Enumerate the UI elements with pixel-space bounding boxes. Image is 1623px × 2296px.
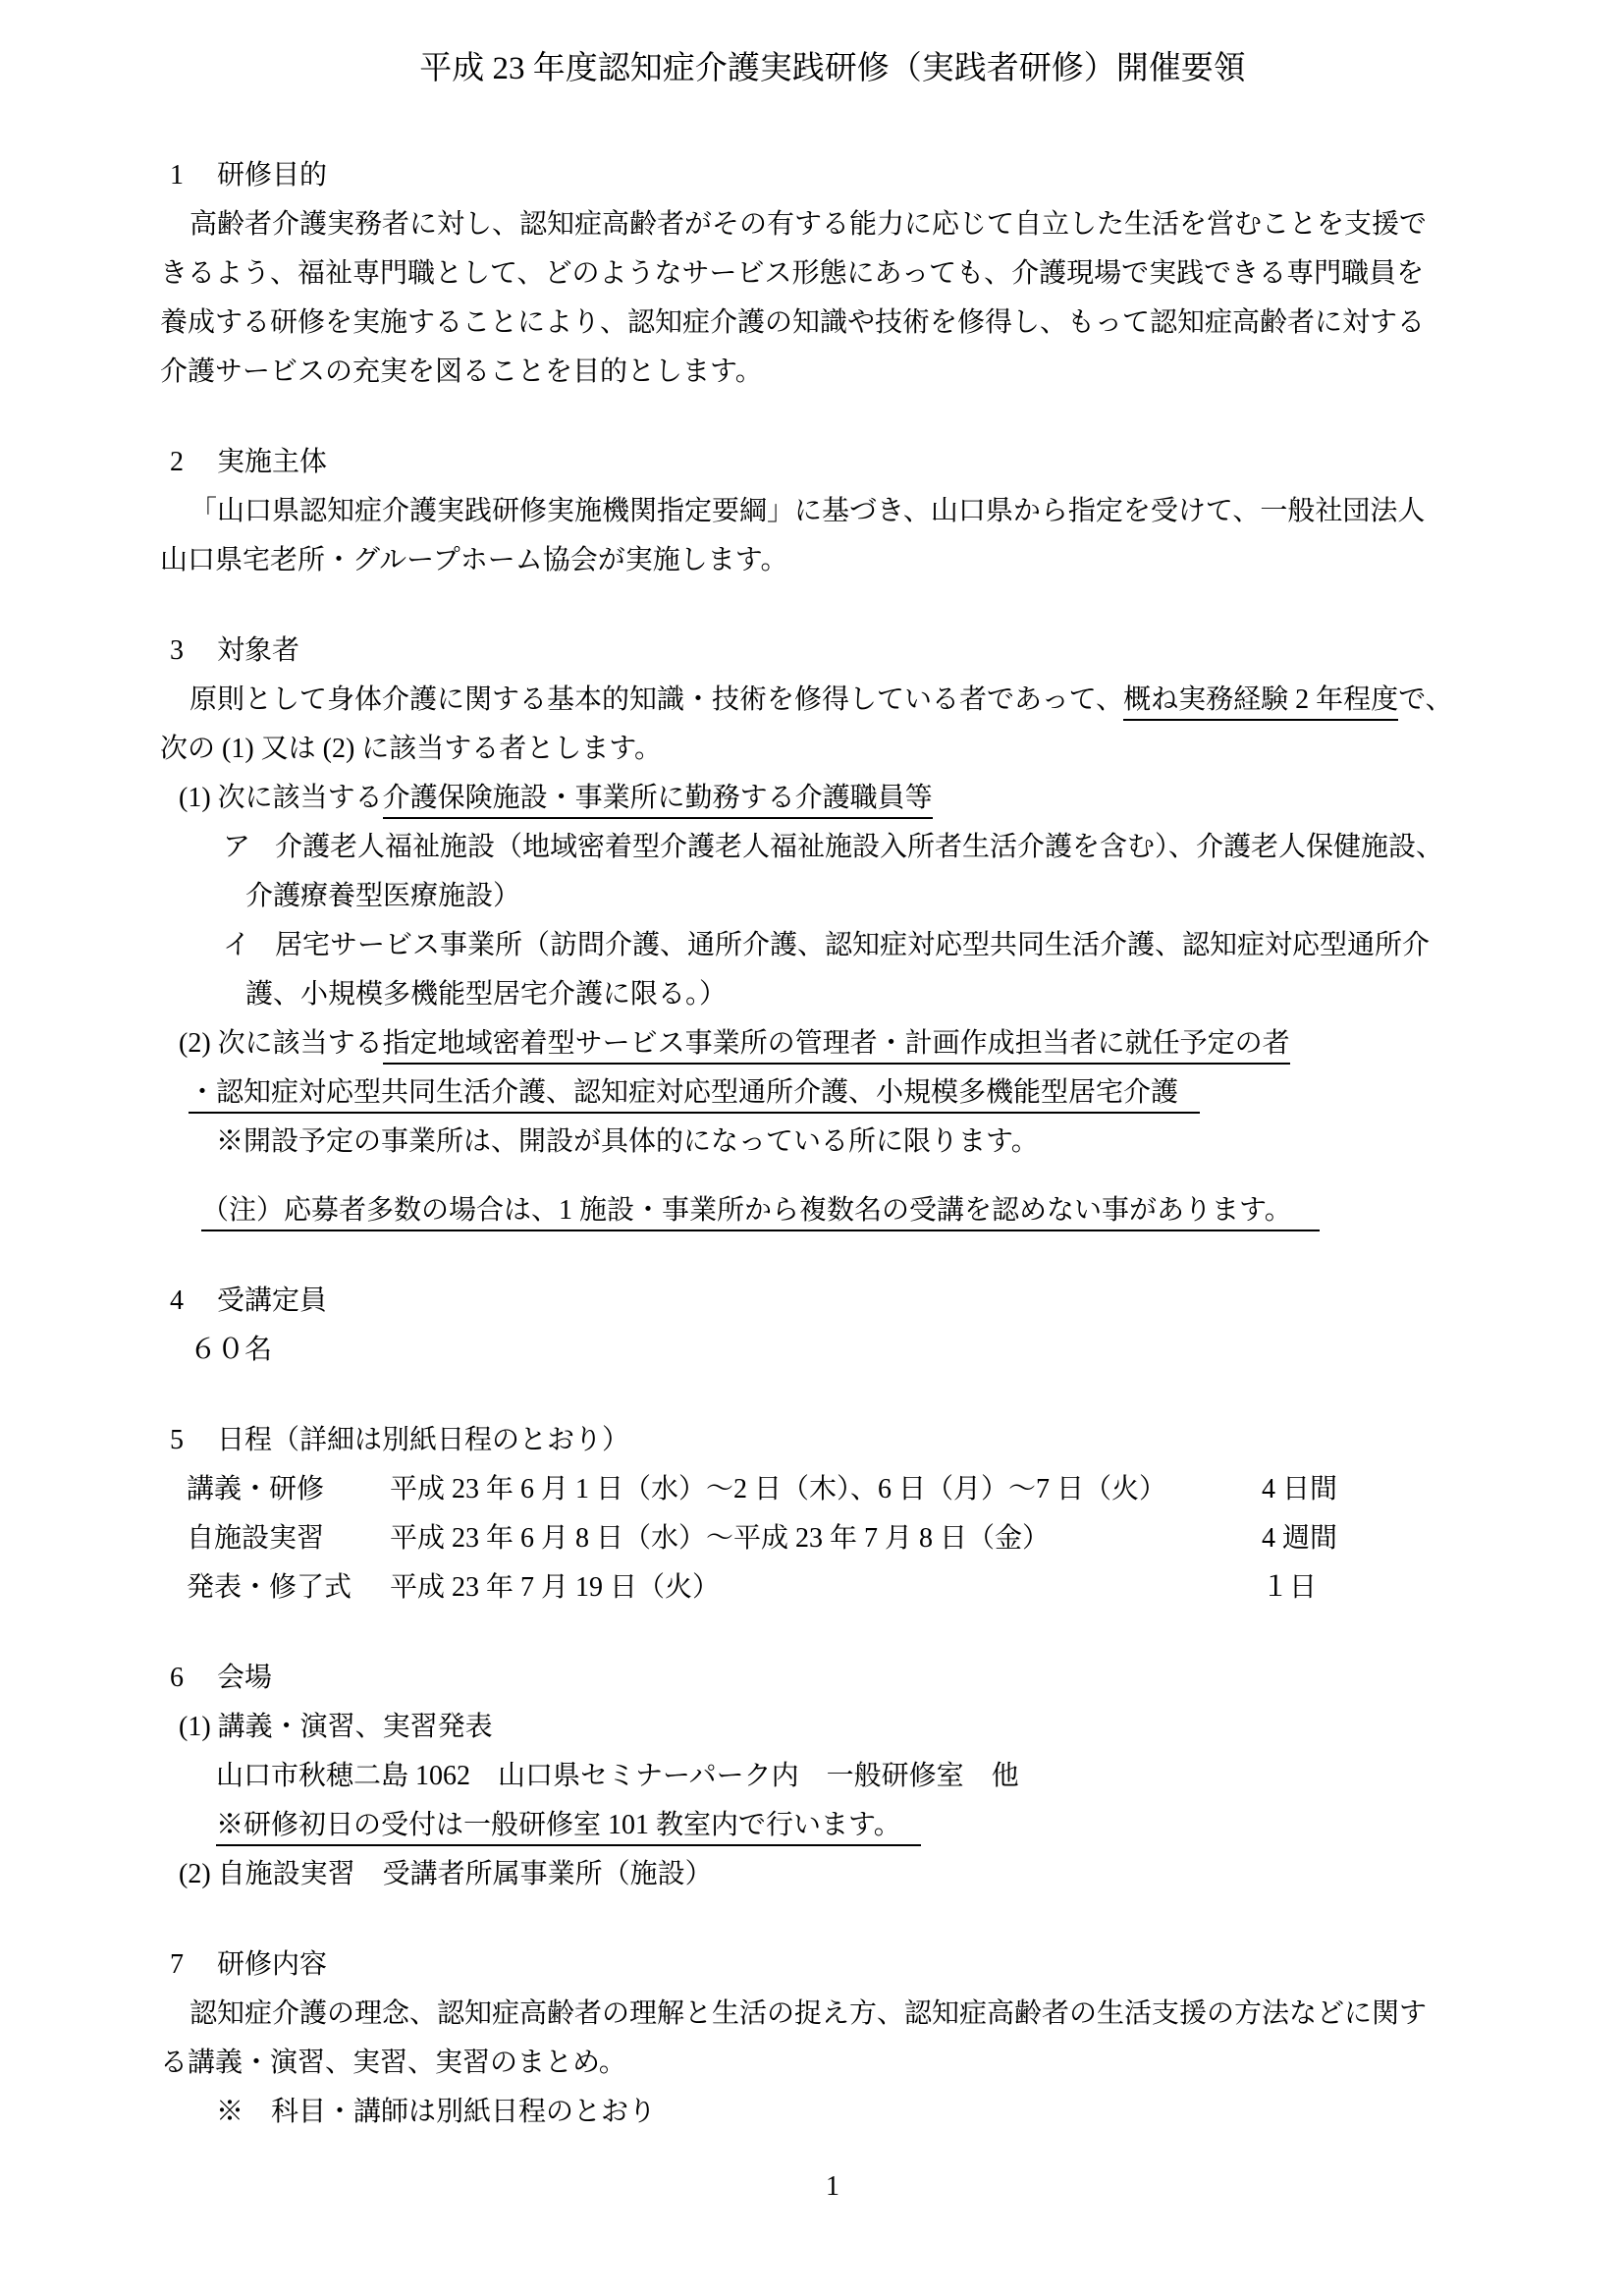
text-segment: で、	[1398, 684, 1453, 715]
text-segment: ※ 科目・講師は別紙日程のとおり	[216, 2097, 657, 2127]
text-segment: 山口市秋穂二島 1062 山口県セミナーパーク内 一般研修室 他	[216, 1761, 1019, 1791]
text-segment: 原則として身体介護に関する基本的知識・技術を修得している者であって、	[189, 684, 1124, 715]
text-segment: 介護老人福祉施設（地域密着型介護老人福祉施設入所者生活介護を含む）、介護老人保健施設、	[275, 832, 1444, 862]
schedule-date: 平成 23 年 6 月 1 日（水）～2 日（木）、6 日（月）～7 日（火）	[390, 1474, 1167, 1504]
document-line	[160, 676, 1505, 725]
text-segment: 認知症介護の理念、認知症高齢者の理解と生活の捉え方、認知症高齢者の生活支援の方法などに関す	[189, 1998, 1428, 2029]
section-title: 受講定員	[217, 1285, 328, 1316]
document-line	[160, 299, 1505, 348]
section-3	[160, 627, 1505, 1235]
document-line	[160, 249, 1505, 299]
underlined-text: 指定地域密着型サービス事業所の管理者・計画作成担当者に就任予定の者	[383, 1028, 1290, 1065]
document-line	[160, 1118, 1505, 1167]
document-line	[160, 1850, 1505, 1899]
section-title: 実施主体	[217, 447, 328, 477]
underlined-text: ・認知症対応型共同生活介護、認知症対応型通所介護、小規模多機能型居宅介護	[189, 1077, 1200, 1114]
schedule-duration: １日	[1262, 1572, 1318, 1603]
text-segment: ※開設予定の事業所は、開設が具体的になっている所に限ります。	[216, 1126, 1039, 1157]
section-6	[160, 1654, 1505, 1899]
document-line	[160, 2088, 1505, 2137]
section-2	[160, 438, 1505, 585]
section-title: 会場	[217, 1663, 273, 1693]
document-line	[160, 872, 1505, 921]
text-segment: 介護療養型医療施設）	[245, 881, 521, 911]
text-segment: 高齢者介護実務者に対し、認知症高齢者がその有する能力に応じて自立した生活を営むことを支援で	[189, 209, 1428, 240]
document-line	[160, 348, 1505, 397]
text-segment: きるよう、福祉専門職として、どのようなサービス形態にあっても、介護現場で実践できる専門職員を	[160, 258, 1425, 289]
section-title: 日程（詳細は別紙日程のとおり）	[217, 1425, 630, 1455]
document-line	[160, 2039, 1505, 2088]
section-7	[160, 1941, 1505, 2137]
underlined-text: （注）応募者多数の場合は、1 施設・事業所から複数名の受講を認めない事があります。	[201, 1195, 1320, 1231]
underlined-text: 介護保険施設・事業所に勤務する介護職員等	[383, 783, 933, 819]
document-line	[160, 823, 1505, 872]
schedule-label: 講義・研修	[187, 1474, 325, 1504]
text-segment: (2) 次に該当する	[179, 1028, 383, 1059]
section-heading-7	[160, 1941, 1505, 1990]
schedule-duration: 4 日間	[1262, 1474, 1338, 1504]
section-number: 1	[170, 160, 184, 191]
text-segment: (2) 自施設実習 受講者所属事業所（施設）	[179, 1859, 713, 1889]
text-segment: ６０名	[189, 1335, 273, 1365]
section-number: 5	[170, 1425, 184, 1455]
document-line	[160, 200, 1505, 249]
schedule-row	[160, 1514, 1505, 1563]
section-number: 6	[170, 1663, 184, 1693]
schedule-label: 発表・修了式	[187, 1572, 352, 1603]
section-5	[160, 1416, 1505, 1613]
text-segment: 介護サービスの充実を図ることを目的とします。	[160, 356, 763, 387]
text-segment: る講義・演習、実習、実習のまとめ。	[160, 2048, 626, 2078]
section-title: 対象者	[217, 635, 300, 666]
section-4	[160, 1277, 1505, 1375]
document-line	[160, 487, 1505, 536]
section-number: 4	[170, 1285, 184, 1316]
text-segment: (1) 次に該当する	[179, 783, 383, 813]
document-line	[160, 774, 1505, 823]
document-line	[160, 536, 1505, 585]
text-segment: 養成する研修を実施することにより、認知症介護の知識や技術を修得し、もって認知症高齢者に対する	[160, 307, 1426, 338]
document-line	[160, 1752, 1505, 1801]
page-number: 1	[826, 2171, 839, 2202]
section-1	[160, 151, 1505, 397]
document-line	[160, 1019, 1505, 1068]
section-heading-3	[160, 627, 1505, 676]
text-segment: 山口県宅老所・グループホーム協会が実施します。	[160, 545, 788, 575]
section-number: 3	[170, 635, 184, 666]
section-number: 2	[170, 447, 184, 477]
underlined-text: 概ね実務経験 2 年程度	[1123, 684, 1398, 721]
document-line	[160, 1990, 1505, 2039]
section-title: 研修目的	[217, 160, 328, 191]
text-segment: 「山口県認知症介護実践研修実施機関指定要綱」に基づき、山口県から指定を受けて、一般社団法人	[189, 496, 1426, 526]
schedule-label: 自施設実習	[187, 1523, 325, 1554]
document-line	[160, 1326, 1505, 1375]
schedule-row	[160, 1563, 1505, 1613]
document-line	[160, 725, 1505, 774]
schedule-duration: 4 週間	[1262, 1523, 1338, 1554]
text-segment: (1) 講義・演習、実習発表	[179, 1712, 493, 1742]
section-heading-5	[160, 1416, 1505, 1465]
document-line	[160, 1068, 1505, 1118]
section-heading-2	[160, 438, 1505, 487]
document-line	[160, 970, 1505, 1019]
section-heading-1	[160, 151, 1505, 200]
document-line	[160, 1801, 1505, 1850]
section-heading-6	[160, 1654, 1505, 1703]
text-segment: 護、小規模多機能型居宅介護に限る。）	[245, 979, 728, 1010]
document-line	[160, 1703, 1505, 1752]
document-line	[160, 921, 1505, 970]
underlined-text: ※研修初日の受付は一般研修室 101 教室内で行います。	[216, 1810, 921, 1846]
document-body	[160, 151, 1505, 2137]
schedule-date: 平成 23 年 7 月 19 日（火）	[390, 1572, 721, 1603]
section-heading-4	[160, 1277, 1505, 1326]
document-line	[160, 1186, 1505, 1235]
section-number: 7	[170, 1949, 184, 1980]
text-segment: 次の (1) 又は (2) に該当する者とします。	[160, 734, 663, 764]
document-title: 平成 23 年度認知症介護実践研修（実践者研修）開催要領	[419, 51, 1246, 86]
list-marker: イ	[223, 930, 251, 960]
schedule-row	[160, 1465, 1505, 1514]
list-marker: ア	[223, 832, 251, 862]
text-segment: 居宅サービス事業所（訪問介護、通所介護、認知症対応型共同生活介護、認知症対応型通所介	[275, 930, 1431, 960]
schedule-date: 平成 23 年 6 月 8 日（水）～平成 23 年 7 月 8 日（金）	[390, 1523, 1051, 1554]
section-title: 研修内容	[217, 1949, 328, 1980]
